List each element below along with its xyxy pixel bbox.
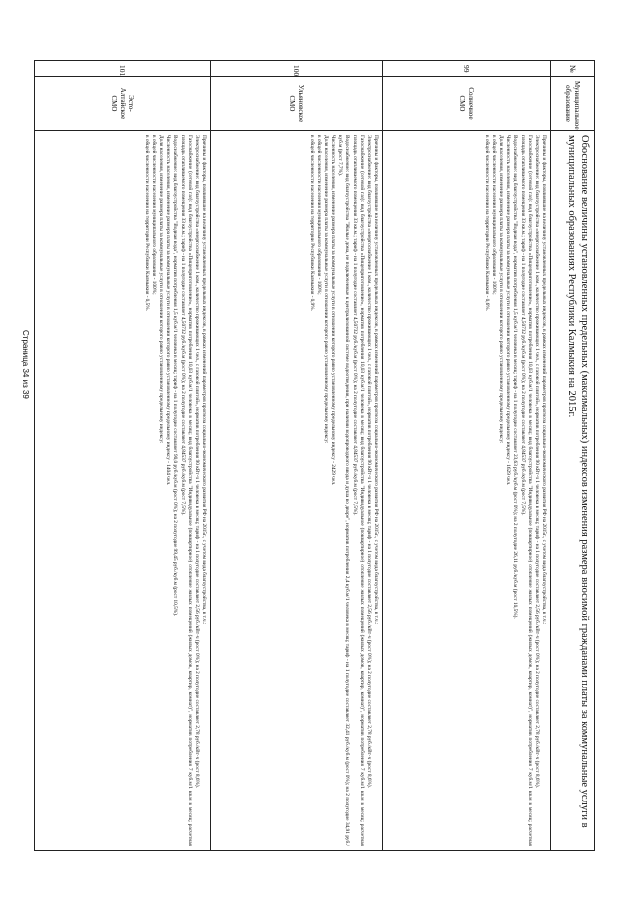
text-line: Доля населения, изменение размера платы за коммунальные услуги в отношении которого равно установленному предельному индексу: (323, 135, 330, 444)
text-line: Причины и факторы, повлиявшие на величину установленных предельных индексов, в рамках изменений параметров прогноза социально-экономического развития РФ на 2015г., с учетом вида благоустройства, в т.ч.: (541, 135, 547, 625)
table-row (35, 61, 211, 851)
header-number: № (551, 61, 595, 77)
text-line: Газоснабжение (сетевой газ): вид благоустройства «Пищеприготовление», норматив потребления 10,03 куб.м/1 человека в месяц; вид благоустройства "Индивидуальное (поквартирное) отопление жилых помещений (жилых домов, квартир, комнат)", норматив потребления 7 куб.м/1 кв.м в месяц; расчетная площадь отапливаемого помещения 33 кв.м.; тариф - на 1 полугодие составляет 4,50732 руб./куб.м (рост 0%); на 2 полугодие составляет 4,84537 руб./куб.м (рост 7,5%). (519, 135, 533, 846)
text-line: Водоснабжение: вид благоустройства "Водная вода", норматив потребления 1,5 куб.м/1 человека в месяц; тариф - на 1 полугодие составляет 23,63 руб./куб.м (рост 0%); на 2 полугодие 26,11 руб./куб.м (рост 10,5%). (512, 135, 519, 619)
text-line: Численность населения, изменение размера платы за коммунальные услуги в отношении которого равно установленному предельному индексу - 1404 чел. (165, 135, 172, 486)
page-number: Страница 34 из 39 (21, 330, 30, 399)
text-line: Электроснабжение: вид благоустройства «энергоснабжение 1 ком., количество проживающих 1 чел., с газовой плитой», норматив потребления 90 кВт·ч 1 человека в месяц; тариф - на 1 полугодие составляет 2,56 руб./кВт·ч (рост 0%); на 2 полугодие составляет 2,78 руб./кВт·ч (рост 8,6%). (365, 135, 372, 788)
text-line: в общей численности населения на территории Республики Калмыкия - 0,9%. (308, 135, 315, 312)
row-number: 101 (35, 61, 211, 77)
text-line: Доля населения, изменение размера платы за коммунальные услуги в отношении которого равно установленному предельному индексу: (498, 135, 505, 444)
header-title: Обоснование величины установленных предельных (максимальных) индексов изменения размера вносимой гражданами платы за коммунальные услуги в муниципальных образованиях Республики Калмыкия на 2015г. (551, 131, 595, 851)
text-line: Причины и факторы, повлиявшие на величину установленных предельных индексов, в рамках изменений параметров прогноза социально-экономического развития РФ на 2015г., с учетом вида благоустройства, в т.ч.: (201, 135, 207, 625)
text-line: в общей численности населения муниципального образования - 100%; (315, 135, 322, 295)
text-line: в общей численности населения на территории Республики Калмыкия - 0,6%. (483, 135, 490, 312)
text-line: Газоснабжение (сетевой газ): вид благоустройства «Пищеприготовление», норматив потребления 10,03 куб.м/1 человека в месяц; вид благоустройства "Индивидуальное (поквартирное) отопление жилых помещений (жилых домов, квартир, комнат)", норматив потребления 7 куб.м/1 кв.м в месяц; расчетная площадь отапливаемого помещения 33 кв.м.; тариф - на 1 полугодие составляет 4,50732 руб./куб.м (рост 0%); на 2 полугодие составляет 4,84537 руб./куб.м (рост 7,5%). (351, 135, 365, 846)
text-line: Причины и факторы, повлиявшие на величину установленных предельных индексов, в рамках изменений параметров прогноза социально-экономического развития РФ на 2015г., с учетом вида благоустройства, в т.ч.: (373, 135, 379, 625)
text-line: в общей численности населения муниципального образования - 100%; (151, 135, 158, 295)
text-line: Численность населения, изменение размера платы за коммунальные услуги в отношении которого равно установленному предельному индексу - 2429 чел. (330, 135, 337, 486)
row-municipality: Ульяновское СМО (211, 77, 383, 131)
table-header-row (551, 61, 595, 851)
text-line: Численность населения, изменение размера платы за коммунальные услуги в отношении которого равно установленному предельному индексу - 1629 чел. (505, 135, 512, 486)
table-row (211, 61, 383, 851)
table-row (383, 61, 551, 851)
row-number: 99 (383, 61, 551, 77)
text-line: Газоснабжение (сетевой газ): вид благоустройства «Пищеприготовление», норматив потребления 10,03 куб.м/1 человека в месяц; вид благоустройства "Индивидуальное (поквартирное) отопление жилых помещений (жилых домов, квартир, комнат)", норматив потребления 7 куб.м/1 кв.м в месяц; расчетная площадь отапливаемого помещения 33 кв.м.; тариф - на 1 полугодие составляет 4,50732 руб./куб.м (рост 0%); на 2 полугодие составляет 4,84537 руб./куб.м (рост 7,5%). (179, 135, 193, 846)
text-line: Электроснабжение: вид благоустройства «энергоснабжение 1 ком., количество проживающих 1 чел., с газовой плитой», норматив потребления 90 кВт·ч 1 человека в месяц; тариф - на 1 полугодие составляет 2,56 руб./кВт·ч (рост 0%); на 2 полугодие составляет 2,78 руб./кВт·ч (рост 8,6%). (533, 135, 540, 788)
text-line: Водоснабжение: вид благоустройства "Жилые дома, не подключенные к централизованной системе водоотведения, при наличии водопроводного ввода и душа во дворе", норматив потребления 2,4 куб.м/1 человека в месяц; тариф - на 1 полугодие составляет 32,41 руб./куб.м (рост 0%); на 2 полугодие 34,91 руб./куб.м (рост 7,7%). (337, 135, 351, 846)
text-line: Электроснабжение: вид благоустройства «энергоснабжение 1 ком., количество проживающих 1 чел., с газовой плитой», норматив потребления 90 кВт·ч 1 человека в месяц; тариф - на 1 полугодие составляет 2,56 руб./кВт·ч (рост 0%); на 2 полугодие составляет 2,78 руб./кВт·ч (рост 8,6%). (193, 135, 200, 788)
text-line: в общей численности населения на территории Республики Калмыкия - 0,5%. (143, 135, 150, 312)
text-line: Водоснабжение: вид благоустройства "Водная вода", норматив потребления 1,5 куб.м/1 человека в месяц; тариф - на 1 полугодие составляет 90,0 руб./куб.м (рост 0%); на 2 полугодие 99,45 руб./куб.м (рост 10,5%). (172, 135, 179, 617)
justification-table (34, 60, 595, 851)
text-line: Доля населения, изменение размера платы за коммунальные услуги в отношении которого равно установленному предельному индексу: (158, 135, 165, 444)
row-number: 100 (211, 61, 383, 77)
row-municipality: Эсто-Алтайское СМО (35, 77, 211, 131)
header-municipality: Муниципальное образование (551, 77, 595, 131)
row-municipality: Солнечное СМО (383, 77, 551, 131)
row-text (35, 131, 211, 851)
row-text (383, 131, 551, 851)
row-text (211, 131, 383, 851)
text-line: в общей численности населения муниципального образования - 100%; (491, 135, 498, 295)
